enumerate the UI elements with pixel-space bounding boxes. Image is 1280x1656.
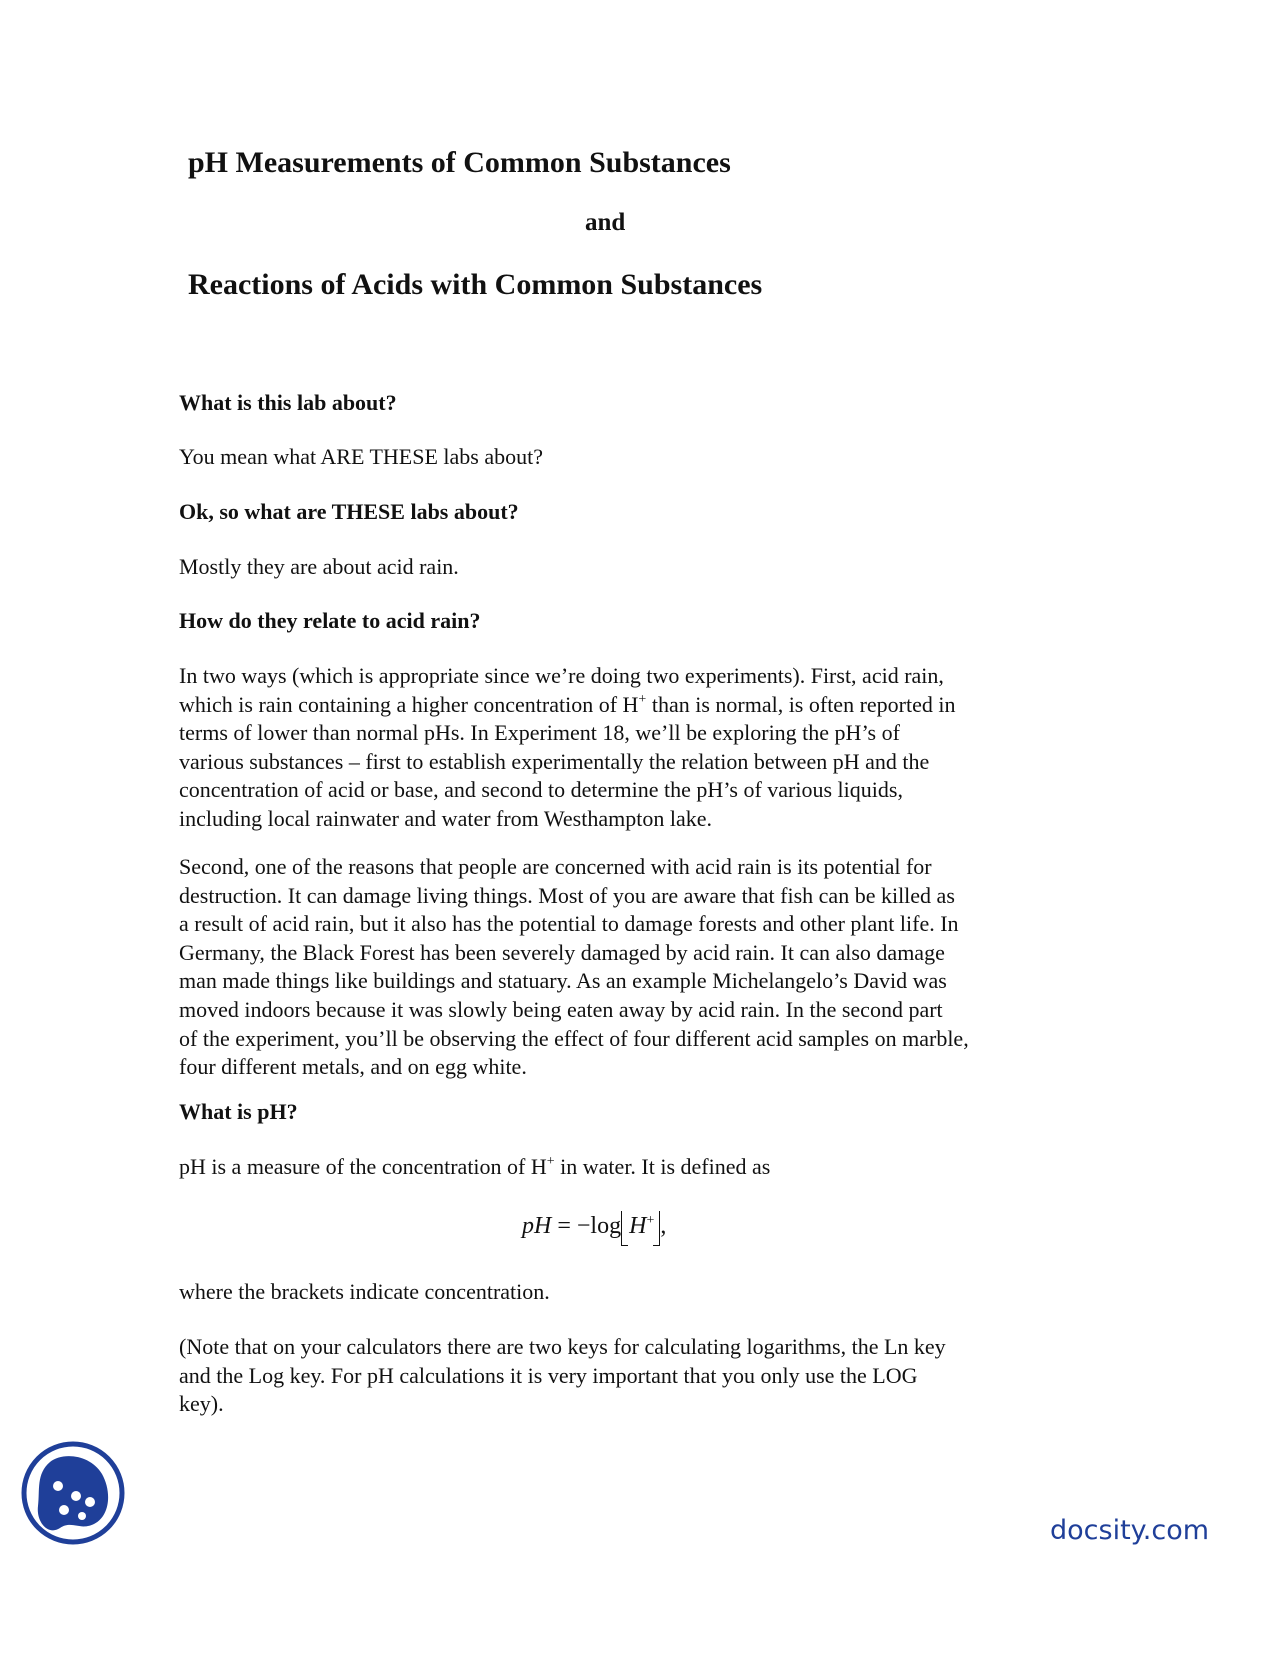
brackets-note: where the brackets indicate concentration. [179,1279,550,1304]
title-line-1: pH Measurements of Common Substances [188,146,731,179]
docsity-brand-text[interactable]: docsity.com [1050,1515,1210,1546]
paragraph-line: Second, one of the reasons that people are concerned with acid rain is its potential for [179,854,932,879]
heading-relate-acid-rain: How do they relate to acid rain? [179,608,481,633]
ph-formula: pH = −log H+ , [522,1213,667,1239]
heading-these-labs: Ok, so what are THESE labs about? [179,499,519,524]
paragraph-line: four different metals, and on egg white. [179,1054,527,1080]
paragraph-line: moved indoors because it was slowly being eaten away by acid rain. In the second part [179,996,943,1022]
answer-labs: You mean what ARE THESE labs about? [179,444,543,469]
title-line-2: Reactions of Acids with Common Substances [188,268,763,301]
paragraph-line: key). [179,1391,224,1417]
paragraph-line: including local rainwater and water from Westhampton lake. [179,805,712,831]
heading-what-is-ph: What is pH? [179,1099,298,1124]
answer-acid-rain: Mostly they are about acid rain. [179,554,459,579]
paragraph-line: terms of lower than normal pHs. In Experiment 18, we’ll be exploring the pH’s of [179,720,900,746]
calculator-note [179,1333,946,1419]
paragraph-line: which is rain containing a higher concentration of H+ than is normal, is often reported in [179,691,956,717]
paragraph-line: In two ways (which is appropriate since we’re doing two experiments). First, acid rain, [179,663,944,688]
heading-what-is-this-lab: What is this lab about? [179,390,397,415]
paragraph-line: (Note that on your calculators there are two keys for calculating logarithms, the Ln key [179,1334,946,1359]
paragraph-line: and the Log key. For pH calculations it is very important that you only use the LOG [179,1362,918,1388]
ph-definition: pH is a measure of the concentration of H+ in water. It is defined as [179,1154,771,1179]
paragraph-line: of the experiment, you’ll be observing the effect of four different acid samples on marble, [179,1025,969,1051]
paragraph-line: a result of acid rain, but it also has the potential to damage forests and other plant life. In [179,911,959,937]
paragraph-line: destruction. It can damage living things. Most of you are aware that fish can be killed as [179,882,955,908]
title-connector: and [585,209,626,236]
paragraph-line: various substances – first to establish experimentally the relation between pH and the [179,748,930,774]
paragraph-line: concentration of acid or base, and second to determine the pH’s of various liquids, [179,777,903,803]
paragraph-line: man made things like buildings and statuary. As an example Michelangelo’s David was [179,968,947,994]
docsity-logo-icon [20,1440,126,1546]
paragraph-two-ways [179,662,955,834]
paragraph-second [179,853,969,1082]
paragraph-line: Germany, the Black Forest has been severely damaged by acid rain. It can also damage [179,939,945,965]
